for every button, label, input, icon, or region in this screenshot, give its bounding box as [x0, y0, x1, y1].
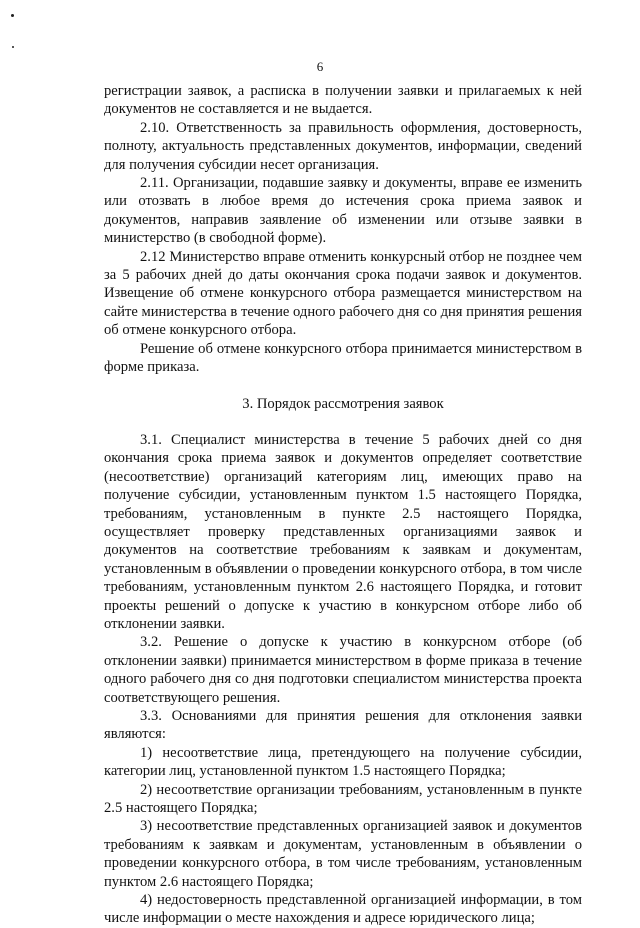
paragraph-3-3: 3.3. Основаниями для принятия решения для отклонения заявки являются: [104, 708, 582, 743]
document-body [104, 82, 582, 928]
list-item-2: 2) несоответствие организации требованиям, установленным в пункте 2.5 настоящего Порядка; [104, 781, 582, 817]
paragraph-continuation: регистрации заявок, а расписка в получении заявки и прилагаемых к ней документов не составляется и не выдается. [104, 83, 582, 118]
paragraph-2-10: 2.10. Ответственность за правильность оформления, достоверность, полноту, актуальность представленных документов, информации, сведений для получения субсидии несет организация. [104, 119, 582, 173]
paragraph-2-11: 2.11. Организации, подавшие заявку и документы, вправе ее изменить или отозвать в любое время до истечения срока приема заявок и документов, направив заявление об изменении или отзыве заявки в министерство (в свободной форме). [104, 175, 582, 247]
paragraph-2-12: 2.12 Министерство вправе отменить конкурсный отбор не позднее чем за 5 рабочих дней до даты окончания срока подачи заявок и документов. Извещение об отмене конкурсного отбора размещается министерством на сайте министерства в течение одного рабочего дня со дня принятия решения об отмене конкурсного отбора. [104, 248, 582, 339]
scan-speck [11, 14, 14, 17]
scan-speck [12, 46, 14, 48]
paragraph-3-1: 3.1. Специалист министерства в течение 5 рабочих дней со дня окончания срока приема заявок и документов определяет соответствие (несоответствие) организаций категориям лиц, имеющих право на получение субсидии, установленным пунктом 1.5 настоящего Порядка, требованиям, установленным в пункте 2.5 настоящего Порядка, осуществляет проверку представленных организациями заявок и документов на соответствие требованиям к заявкам и документам, установленным в объявлении о проведении конкурсного отбора, в том числе требованиям, установленным пунктом 2.6 настоящего Порядка, и готовит проекты решений о допуске к участию в конкурсном отборе либо об отклонении заявки. [104, 431, 582, 632]
section-heading: 3. Порядок рассмотрения заявок [242, 395, 444, 412]
list-item-3: 3) несоответствие представленных организацией заявок и документов требованиям к заявкам и документам, установленным в объявлении о проведении конкурсного отбора, в том числе требованиям, установленным пунктом 2.6 настоящего Порядка; [104, 818, 582, 890]
list-item-4: 4) недостоверность представленной организацией информации, в том числе информации о месте нахождения и адресе юридического лица; [104, 892, 582, 927]
paragraph-3-2: 3.2. Решение о допуске к участию в конкурсном отборе (об отклонении заявки) принимается министерством в форме приказа в течение одного рабочего дня со дня подготовки специалистом министерства проекта соответствующего решения. [104, 634, 582, 706]
paragraph-cancel-decision: Решение об отмене конкурсного отбора принимается министерством в форме приказа. [104, 340, 582, 376]
page-number: 6 [316, 59, 324, 74]
list-item-1: 1) несоответствие лица, претендующего на получение субсидии, категории лиц, установленной пунктом 1.5 настоящего Порядка; [104, 744, 582, 780]
